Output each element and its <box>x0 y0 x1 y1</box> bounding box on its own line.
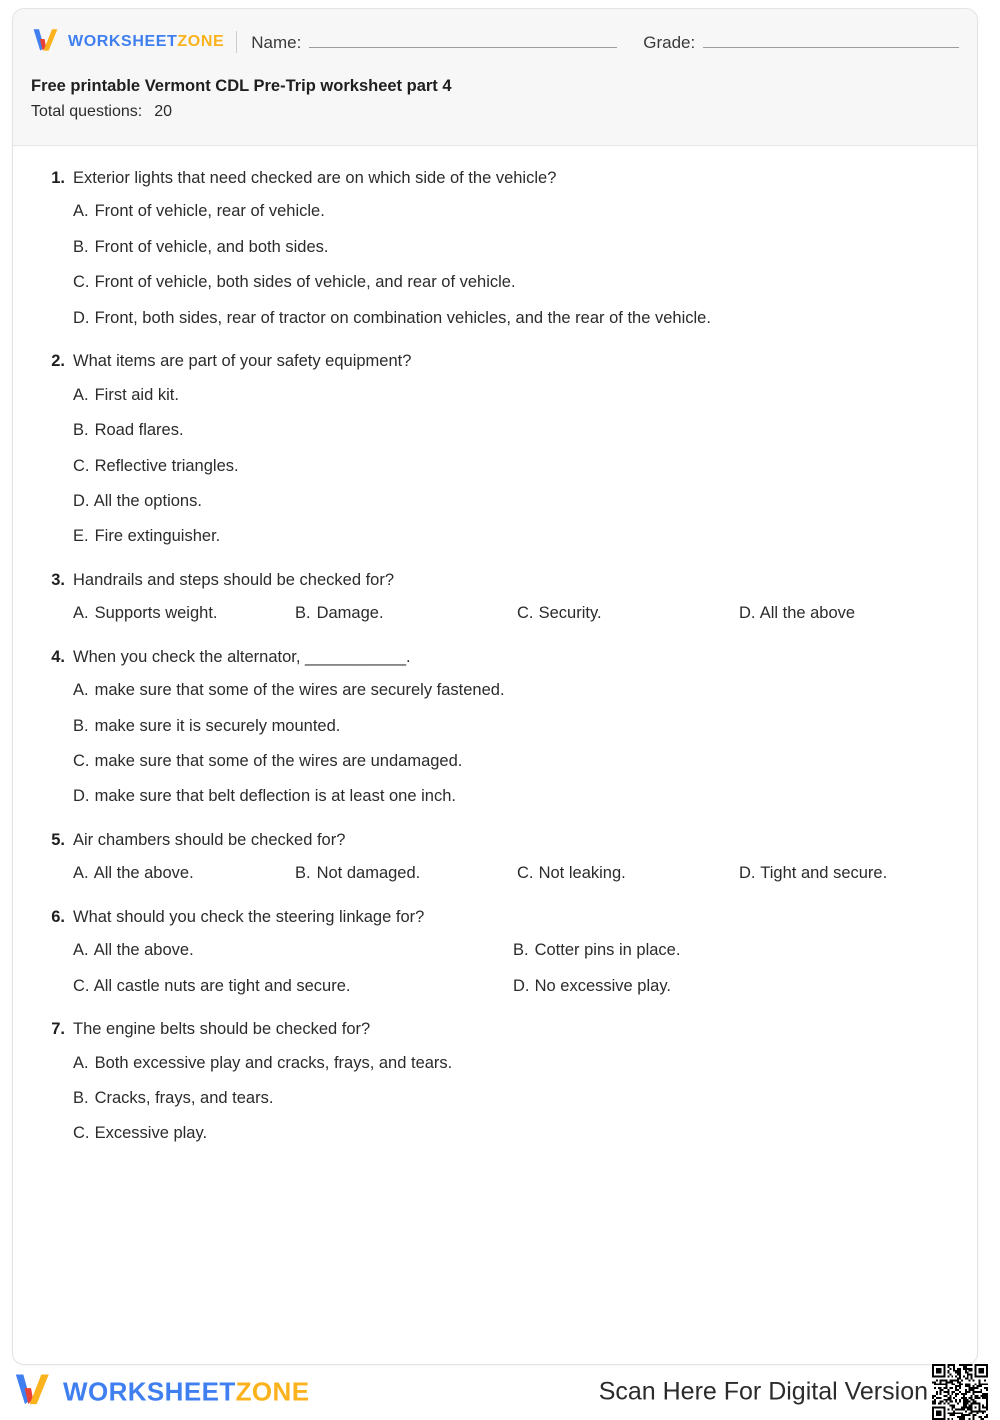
option-letter: D. <box>73 308 90 327</box>
total-questions-row <box>31 101 959 123</box>
logo-text-worksheet: WORKSHEET <box>68 33 178 50</box>
footer-logo-text <box>63 1376 310 1407</box>
header-logo <box>31 27 224 58</box>
question-head <box>39 907 951 928</box>
option-item[interactable] <box>73 1053 951 1074</box>
option-letter: E. <box>73 527 89 546</box>
option-letter: A. <box>73 681 89 700</box>
option-text: Reflective triangles. <box>94 456 239 475</box>
option-text: make sure it is securely mounted. <box>94 716 341 735</box>
option-text: No excessive play. <box>534 976 671 995</box>
worksheetzone-logo-icon <box>12 1371 54 1412</box>
option-item[interactable] <box>73 1123 951 1144</box>
question-number: 5. <box>51 830 65 849</box>
option-letter: C. <box>517 604 534 623</box>
option-item[interactable] <box>73 456 951 477</box>
option-letter: A. <box>73 1053 89 1072</box>
question-item <box>39 1019 951 1145</box>
option-item[interactable] <box>517 863 739 884</box>
question-item <box>39 168 951 329</box>
option-text: make sure that some of the wires are securely fastened. <box>94 681 505 700</box>
option-letter: B. <box>295 864 311 883</box>
option-text: Not damaged. <box>316 864 421 883</box>
option-text: Not leaking. <box>538 864 626 883</box>
option-text: All the above. <box>93 864 194 883</box>
option-letter: B. <box>73 421 89 440</box>
option-text: Excessive play. <box>94 1124 208 1143</box>
grade-input-rule[interactable] <box>703 31 959 48</box>
question-number: 6. <box>51 907 65 926</box>
grade-field[interactable] <box>643 31 959 53</box>
question-head <box>39 351 951 372</box>
qr-code[interactable] <box>932 1364 988 1420</box>
question-head <box>39 647 951 668</box>
question-text: The engine belts should be checked for? <box>73 1020 371 1039</box>
question-head <box>39 570 951 591</box>
option-letter: C. <box>73 273 90 292</box>
question-item <box>39 351 951 548</box>
logo-text-zone: ZONE <box>235 1376 310 1407</box>
option-letter: A. <box>73 864 89 883</box>
option-item[interactable] <box>295 603 517 624</box>
option-item[interactable] <box>73 940 513 961</box>
option-item[interactable] <box>295 863 517 884</box>
option-item[interactable] <box>73 863 295 884</box>
option-list <box>39 201 951 329</box>
question-head <box>39 1019 951 1040</box>
question-number: 1. <box>51 169 65 187</box>
option-text: Front, both sides, rear of tractor on combination vehicles, and the rear of the vehicle. <box>94 308 711 327</box>
option-item[interactable] <box>73 751 951 772</box>
option-item[interactable] <box>73 385 951 406</box>
option-text: Damage. <box>316 604 384 623</box>
option-letter: A. <box>73 604 89 623</box>
option-item[interactable] <box>739 603 951 624</box>
option-text: Front of vehicle, rear of vehicle. <box>94 202 325 221</box>
option-letter: B. <box>73 1088 89 1107</box>
option-text: Cracks, frays, and tears. <box>94 1088 274 1107</box>
option-item[interactable] <box>73 526 951 547</box>
option-letter: C. <box>73 1124 90 1143</box>
scan-instruction-text: Scan Here For Digital Version <box>598 1377 928 1405</box>
option-text: Security. <box>538 604 602 623</box>
option-text: All the above <box>759 604 856 623</box>
option-item[interactable] <box>73 201 951 222</box>
question-head <box>39 168 951 189</box>
option-item[interactable] <box>73 1088 951 1109</box>
option-text: Road flares. <box>94 421 184 440</box>
option-letter: B. <box>295 604 311 623</box>
option-text: make sure that some of the wires are undamaged. <box>94 752 463 770</box>
option-list <box>39 863 951 884</box>
worksheet-card <box>12 8 978 1365</box>
option-letter: C. <box>73 456 90 475</box>
option-letter: A. <box>73 941 89 960</box>
option-text: make sure that belt deflection is at least one inch. <box>94 787 456 806</box>
page-footer <box>0 1369 1000 1414</box>
option-letter: A. <box>73 385 89 404</box>
option-letter: C. <box>517 864 534 883</box>
question-text: When you check the alternator, ___________. <box>73 647 411 666</box>
header-divider <box>236 31 237 53</box>
option-text: Both excessive play and cracks, frays, and tears. <box>94 1053 453 1072</box>
option-list <box>39 385 951 548</box>
option-item[interactable] <box>73 237 951 258</box>
question-text: What should you check the steering linkage for? <box>73 907 425 926</box>
logo-text-worksheet: WORKSHEET <box>63 1376 236 1407</box>
name-field[interactable] <box>251 31 617 53</box>
option-item[interactable] <box>73 716 951 737</box>
questions-list <box>13 146 977 1177</box>
option-letter: D. <box>513 976 530 995</box>
option-letter: B. <box>73 716 89 735</box>
question-item <box>39 647 951 808</box>
worksheet-title: Free printable Vermont CDL Pre-Trip worksheet part 4 <box>31 77 452 95</box>
question-item <box>39 570 951 625</box>
worksheetzone-logo-icon <box>31 27 61 58</box>
question-text: Exterior lights that need checked are on which side of the vehicle? <box>73 169 557 187</box>
option-item[interactable] <box>73 680 951 701</box>
question-number: 7. <box>51 1020 65 1039</box>
option-list <box>39 1053 951 1145</box>
option-item[interactable] <box>73 786 951 807</box>
option-text: All the above. <box>93 941 194 960</box>
option-text: Supports weight. <box>94 604 218 623</box>
option-text: Fire extinguisher. <box>94 527 221 546</box>
option-item[interactable] <box>73 603 295 624</box>
option-item[interactable] <box>73 272 951 293</box>
option-text: All the options. <box>93 491 202 510</box>
option-text: Cotter pins in place. <box>534 941 681 960</box>
total-questions-count: 20 <box>154 103 172 121</box>
question-text: Air chambers should be checked for? <box>73 830 346 849</box>
option-item[interactable] <box>73 308 951 329</box>
question-head <box>39 830 951 851</box>
question-number: 2. <box>51 352 65 371</box>
name-label: Name: <box>251 33 302 52</box>
header-logo-text <box>68 34 224 50</box>
question-item <box>39 830 951 885</box>
option-text: Tight and secure. <box>760 864 888 883</box>
total-questions-label: Total questions: <box>31 103 143 121</box>
option-list <box>39 940 951 997</box>
option-letter: C. <box>73 976 90 995</box>
option-list <box>39 680 951 808</box>
logo-text-zone: ZONE <box>177 33 225 50</box>
option-text: Front of vehicle, and both sides. <box>94 237 329 256</box>
option-letter: C. <box>73 752 90 770</box>
question-number: 4. <box>51 647 65 666</box>
footer-logo <box>12 1371 309 1412</box>
option-item[interactable] <box>739 863 951 884</box>
student-info-row <box>31 25 959 59</box>
option-letter: A. <box>73 202 89 221</box>
option-list <box>39 603 951 624</box>
option-item[interactable] <box>513 976 951 997</box>
option-text: First aid kit. <box>94 385 179 404</box>
option-item[interactable] <box>73 976 513 997</box>
option-letter: B. <box>513 941 529 960</box>
option-letter: B. <box>73 237 89 256</box>
name-input-rule[interactable] <box>309 31 617 48</box>
option-letter: D. <box>73 491 90 510</box>
option-letter: D. <box>739 604 756 623</box>
worksheet-header <box>13 9 977 146</box>
question-text: What items are part of your safety equipment? <box>73 352 412 371</box>
grade-label: Grade: <box>643 33 696 52</box>
option-letter: D. <box>739 864 756 883</box>
option-item[interactable] <box>517 603 739 624</box>
option-text: All castle nuts are tight and secure. <box>93 976 351 995</box>
option-item[interactable] <box>73 420 951 441</box>
option-item[interactable] <box>513 940 951 961</box>
option-text: Front of vehicle, both sides of vehicle, and rear of vehicle. <box>94 273 516 292</box>
question-text: Handrails and steps should be checked for? <box>73 570 395 589</box>
question-item <box>39 907 951 997</box>
option-letter: D. <box>73 787 90 806</box>
option-item[interactable] <box>73 491 951 512</box>
question-number: 3. <box>51 570 65 589</box>
